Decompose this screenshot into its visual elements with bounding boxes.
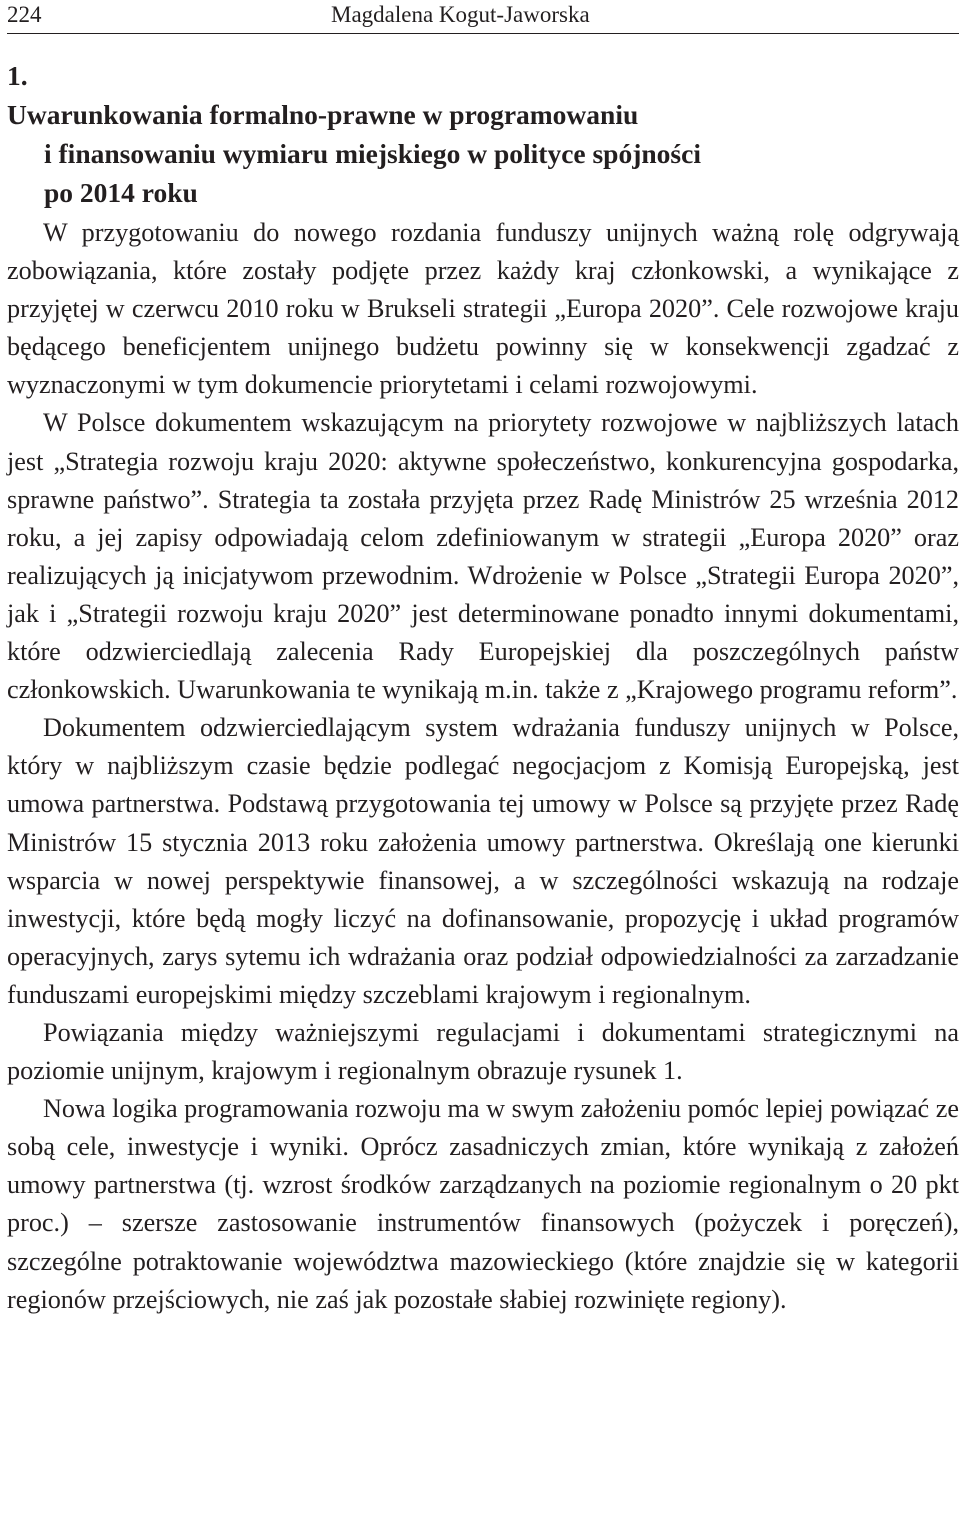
paragraph-5: Nowa logika programowania rozwoju ma w swym założeniu pomóc lepiej powiązać ze sobą cele, inwestycje i wyniki. Oprócz zasadniczych zmian, które wynikają z założeń umowy partnerstwa (tj. wzrost środków zarządzanych na poziomie regionalnym o 20 pkt proc.) – szersze zastosowanie instrumentów finansowych (pożyczek i poręczeń), szczególne potraktowanie województwa mazowieckiego (które znajdzie się w kategorii regionów przejściowych, nie zaś jak pozostałe słabiej rozwinięte regiony). [7, 1094, 959, 1314]
page-number: 224 [7, 2, 42, 27]
body-text [7, 214, 959, 1319]
document-page [7, 0, 959, 1319]
section-heading [7, 56, 959, 212]
paragraph-1: W przygotowaniu do nowego rozdania funduszy unijnych ważną rolę odgrywają zobowiązania, które zostały podjęte przez każdy kraj członkowski, a wynikające z przyjętej w czerwcu 2010 roku w Brukseli strategii „Europa 2020”. Cele rozwojowe kraju będącego beneficjentem unijnego budżetu powinny się w konsekwencji zgadzać z wyznaczonymi w tym dokumencie priorytetami i celami rozwojowymi. [7, 218, 959, 400]
running-author: Magdalena Kogut-Jaworska [331, 2, 590, 27]
paragraph-3: Dokumentem odzwierciedlającym system wdrażania funduszy unijnych w Polsce, który w najbliższym czasie będzie podlegać negocjacjom z Komisją Europejską, jest umowa partnerstwa. Podstawą przygotowania tej umowy w Polsce są przyjęte przez Radę Ministrów 15 stycznia 2013 roku założenia umowy partnerstwa. Określają one kierunki wsparcia w nowej perspektywie finansowej, a w szczególności wskazują na rodzaje inwestycji, które będą mogły liczyć na dofinansowanie, propozycję i układ programów operacyjnych, zarys sytemu ich wdrażania oraz podział odpowiedzialności za zarzadzanie funduszami europejskimi między szczeblami krajowym i regionalnym. [7, 713, 959, 1009]
section-number: 1. [7, 60, 28, 91]
running-header [7, 0, 959, 34]
section-title-line-1: Uwarunkowania formalno-prawne w programowaniu [7, 99, 639, 130]
paragraph-2: W Polsce dokumentem wskazującym na priorytety rozwojowe w najbliższych latach jest „Strategia rozwoju kraju 2020: aktywne społeczeństwo, konkurencyjna gospodarka, sprawne państwo”. Strategia ta została przyjęta przez Radę Ministrów 25 września 2012 roku, a jej zapisy odpowiadają celom zdefiniowanym w strategii „Europa 2020” oraz realizujących ją inicjatywom przewodnim. Wdrożenie w Polsce „Strategii Europa 2020”, jak i „Strategii rozwoju kraju 2020” jest determinowane ponadto innymi dokumentami, które odzwierciedlają zalecenia Rady Europejskiej dla poszczególnych państw członkowskich. Uwarunkowania te wynikają m.in. także z „Krajowego programu reform”. [7, 408, 959, 705]
section-title-line-3: po 2014 roku [44, 177, 198, 208]
section-title-line-2: i finansowaniu wymiaru miejskiego w polityce spójności [44, 138, 701, 169]
section-heading-line-1 [7, 56, 959, 134]
paragraph-4: Powiązania między ważniejszymi regulacjami i dokumentami strategicznymi na poziomie unijnym, krajowym i regionalnym obrazuje rysunek 1. [7, 1017, 959, 1086]
